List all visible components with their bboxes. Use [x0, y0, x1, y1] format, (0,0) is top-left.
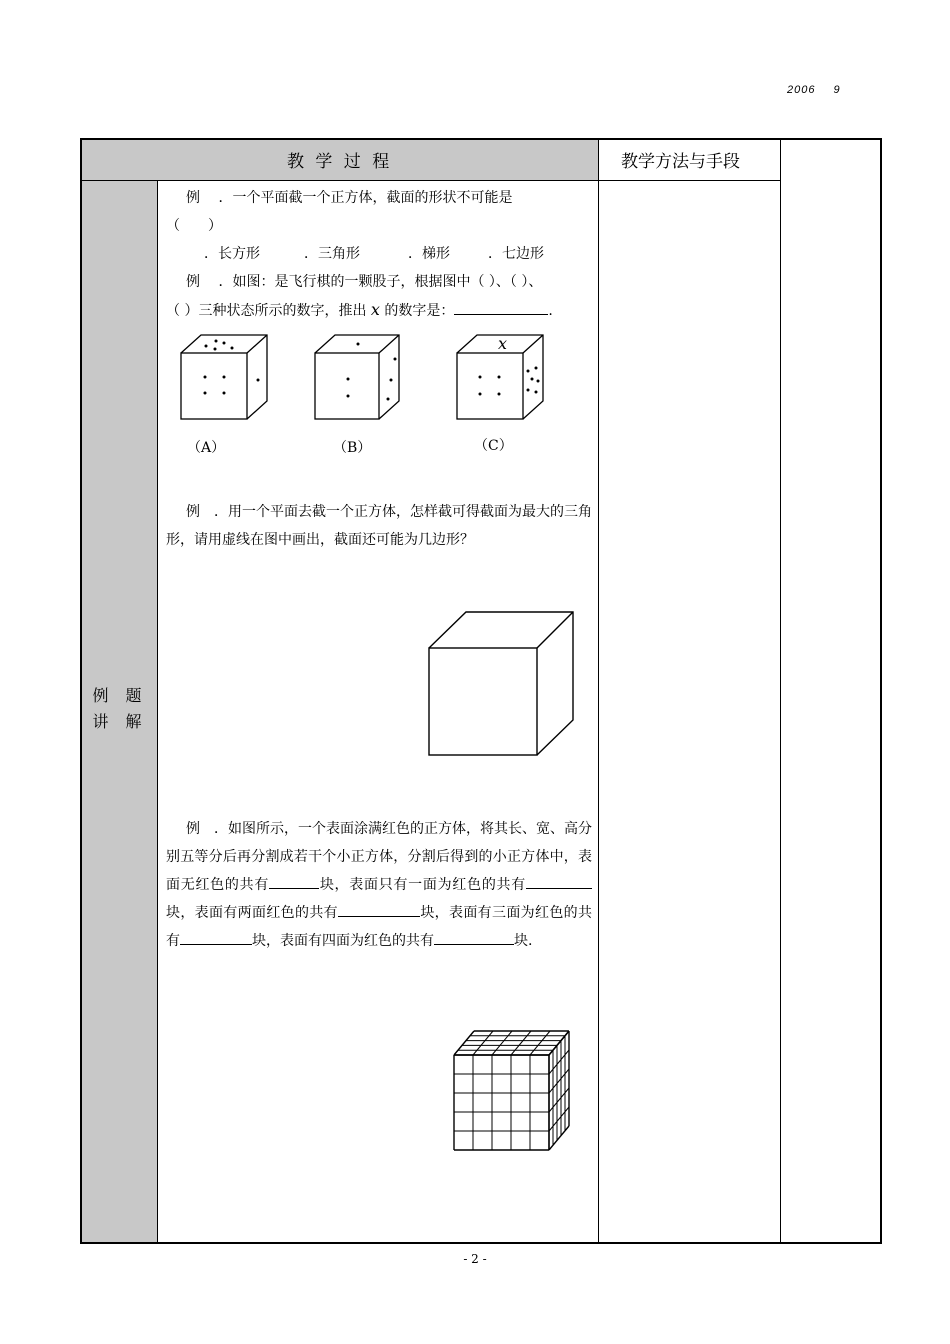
side-label-line2: 讲 解	[92, 712, 148, 731]
grid-line	[549, 1050, 569, 1074]
grid-line	[492, 1031, 512, 1055]
dice-c-front-dot	[498, 393, 501, 396]
dice-a-caption: （A）	[187, 440, 226, 456]
dice-b-caption: （B）	[333, 440, 372, 456]
grid-line	[473, 1031, 493, 1055]
dice-a-side-dot	[257, 379, 260, 382]
ex4-s1: ．如图所示，一个表面涂满红色的正方体，将其长、宽、高分别五等分后再分割成若干个小正方体，分割后得到的小正方体中，表面无红色的共有	[166, 821, 592, 893]
ex1-question	[166, 184, 592, 212]
dice-b-side-dot	[387, 398, 390, 401]
dice-b-figure	[310, 333, 410, 423]
dice-b-side-dot	[390, 379, 393, 382]
dice-a-top-dot	[223, 342, 226, 345]
ex1-option-d: ．七边形	[488, 246, 544, 262]
dice-c-side-dot	[527, 370, 530, 373]
col1-header: 教 学 过 程	[287, 152, 393, 172]
dice-a-top-dot	[205, 345, 208, 348]
ex2-variable: x	[370, 300, 380, 319]
ex2-text2b: 的数字是：	[384, 303, 455, 319]
ex1-text: ．一个平面截一个正方体，截面的形状不可能是	[218, 190, 513, 206]
dice-c-side-dot	[527, 389, 530, 392]
col-divider-2	[598, 140, 599, 1242]
col-divider-1	[157, 180, 158, 1242]
dice-c-front-dot	[479, 393, 482, 396]
dice-c-side-dot	[531, 378, 534, 381]
ex4-blank-1	[269, 872, 319, 889]
grid-line	[549, 1107, 569, 1131]
ex3-question	[166, 498, 592, 554]
grid-line	[530, 1031, 550, 1055]
ex4-lead: 例	[186, 821, 200, 837]
ex4-s4: 块，表面有三面为红色的共有	[166, 905, 592, 949]
ex4-blank-4	[180, 928, 252, 945]
dice-a-front-dot	[223, 376, 226, 379]
ex1-lead: 例	[186, 190, 200, 206]
grid-line	[549, 1126, 569, 1150]
col-divider-3	[780, 140, 781, 1242]
ex3-lead: 例	[186, 504, 200, 520]
header-year: 2006	[787, 84, 816, 96]
dice-c-side-dot	[537, 380, 540, 383]
dice-c-caption: （C）	[474, 438, 513, 454]
dice-a-top-dot	[215, 340, 218, 343]
ex4-blank-2	[526, 872, 592, 889]
grid-line	[549, 1031, 569, 1055]
ex4-s5: 块，表面有四面为红色的共有	[252, 933, 434, 949]
ex2-end: .	[548, 303, 553, 319]
ex4-s2: 块，表面只有一面为红色的共有	[319, 877, 527, 893]
ex2-text1: ．如图：是飞行棋的一颗股子，根据图中（ ）、（ ）、	[218, 274, 543, 290]
ex3-text: ．用一个平面去截一个正方体，怎样截可得截面为最大的三角形，请用虚线在图中画出，截面还可能为几边形？	[166, 504, 592, 548]
grid-line	[549, 1069, 569, 1093]
dice-b-front-dot	[347, 395, 350, 398]
page-number: - 2 -	[463, 1252, 487, 1266]
ex4-blank-5	[434, 928, 514, 945]
ex4-s3: 块，表面有两面红色的共有	[166, 905, 338, 921]
dice-a-front-dot	[204, 376, 207, 379]
dice-c-front-dot	[498, 376, 501, 379]
ex1-options	[204, 240, 544, 268]
ex4-s6: 块.	[514, 933, 533, 949]
side-label-line1: 例 题	[92, 686, 148, 705]
ex4-grid-cube-figure	[450, 1027, 576, 1151]
col2-header: 教学方法与手段	[621, 152, 740, 172]
ex1-option-c: ．梯形	[408, 246, 450, 262]
grid-line	[511, 1031, 531, 1055]
ex2-lead: 例	[186, 274, 200, 290]
ex2-answer-blank	[454, 298, 548, 315]
dice-a-figure	[176, 333, 276, 423]
ex1-option-b: ．三角形	[304, 246, 360, 262]
ex2-line1	[166, 268, 542, 296]
dice-c-side-dot	[535, 367, 538, 370]
dice-c-top-variable: x	[498, 334, 508, 353]
ex1-option-a: ．长方形	[204, 246, 260, 262]
dice-b-side-dot	[394, 358, 397, 361]
side-label	[90, 683, 150, 735]
dice-b-top-dot	[357, 343, 360, 346]
ex4-blank-3	[338, 900, 420, 917]
dice-c-front-dot	[479, 376, 482, 379]
dice-a-top-dot	[214, 348, 217, 351]
header-month: 9	[833, 84, 841, 96]
header-row-line	[82, 180, 780, 181]
ex3-cube-figure	[426, 610, 576, 758]
dice-a-front-dot	[204, 392, 207, 395]
dice-a-top-dot	[231, 347, 234, 350]
dice-b-front-dot	[347, 378, 350, 381]
ex1-paren: （ ）	[166, 218, 222, 234]
grid-line	[454, 1031, 474, 1055]
dice-c-side-dot	[535, 391, 538, 394]
ex4-question	[166, 815, 592, 955]
ex2-line2	[166, 296, 553, 325]
dice-a-front-dot	[223, 392, 226, 395]
ex2-text2a: （ ）三种状态所示的数字，推出	[166, 303, 367, 319]
grid-line	[549, 1088, 569, 1112]
header-date	[787, 84, 859, 96]
